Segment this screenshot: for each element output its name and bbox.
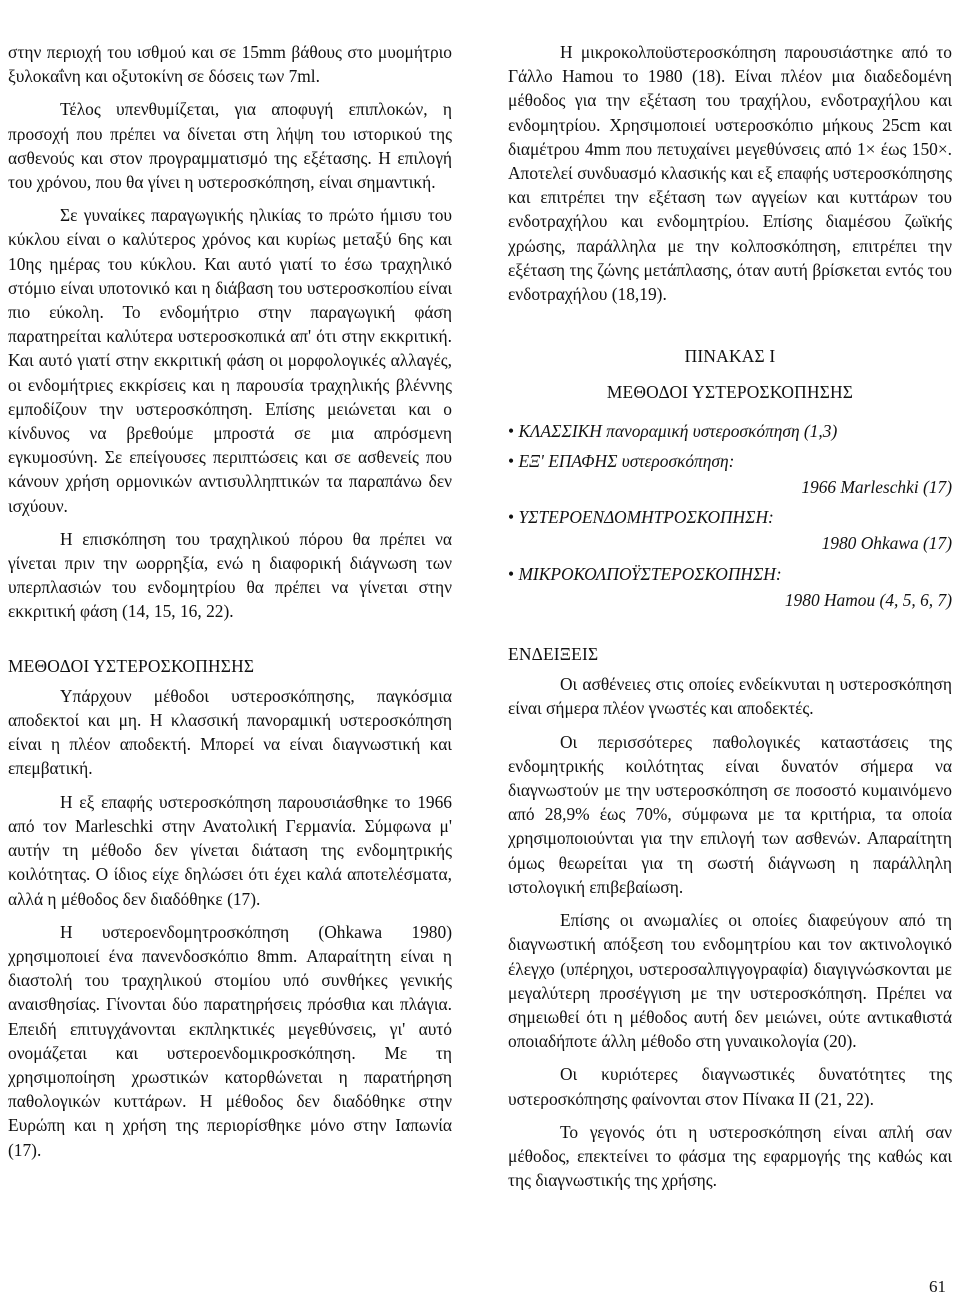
left-paragraph-7: Η υστεροενδομητροσκόπηση (Ohkawa 1980) χρησιμοποιεί ένα πανενδοσκόπιο 8mm. Απαραίτητη είναι η διαστολή του τραχηλικού στομίου υπό συνθήκες γενικής αναισθησίας. Γίνονται δύο παρατηρήσεις πρόσθια και πλάγια. Επειδή επιτυγχάνονται εκπληκτικές μεγεθύνσεις, γι' αυτό ονομάζεται και υστεροενδομικροσκόπηση. Με τη χρησιμοποίηση χρωστικών κατορθώνεται η παρατήρηση παθολογικών κυττάρων. Η μέθοδος δεν διαδόθηκε στην Ευρώπη και η χρήση της περιορίσθηκε μόνο στην Ιαπωνία (17). <box>8 921 452 1160</box>
table-title: ΠΙΝΑΚΑΣ Ι <box>684 346 776 367</box>
left-paragraph-5: Υπάρχουν μέθοδοι υστεροσκόπησης, παγκόσμια αποδεκτοί και μη. Η κλασσική πανοραμική υστεροσκόπηση είναι η πλέον αποδεκτή. Μπορεί να είναι διαγνωστική και επεμβατική. <box>8 685 452 779</box>
right-paragraph-2: Οι ασθένειες στις οποίες ενδείκνυται η υστεροσκόπηση είναι σήμερα πλέον γνωστές και αποδεκτές. <box>508 674 952 719</box>
bullet-icon: • <box>508 563 519 584</box>
table-item-reference: 1980 Ohkawa (17) <box>821 533 952 554</box>
table-item-label: ΕΞ' ΕΠΑΦΗΣ υστεροσκόπηση: <box>518 450 735 471</box>
table-item-label: ΚΛΑΣΣΙΚΗ πανοραμική υστεροσκόπηση (1,3) <box>518 420 838 441</box>
left-paragraph-1: στην περιοχή του ισθμού και σε 15mm βάθους στο μυομήτριο ξυλοκαΐνη και οξυτοκίνη σε δόσεις των 7ml. <box>8 42 452 87</box>
table-item <box>508 562 952 586</box>
right-paragraph-4: Επίσης οι ανωμαλίες οι οποίες διαφεύγουν από τη διαγνωστική απόξεση του ενδομητρίου και τον ακτινολογικό έλεγχο (υπέρηχοι, υστεροσαλπιγγογραφία) διαγιγνώσκονται με μεγαλύτερη προσέγγιση με την υστεροσκόπηση. Πρέπει να σημειωθεί ότι η μέθοδος αυτή δεν μειώνει, ούτε αντικαθιστά οποιαδήποτε άλλη μέθοδο στη γυναικολογία (20). <box>508 910 952 1052</box>
bullet-icon: • <box>508 450 519 471</box>
right-paragraph-6: Το γεγονός ότι η υστεροσκόπηση είναι απλή σαν μέθοδος, επεκτείνει το φάσμα της εφαρμογής της καθώς και της διαγνωστικής της χρήσης. <box>508 1121 952 1191</box>
section-heading-indications: ΕΝΔΕΙΞΕΙΣ <box>508 644 599 665</box>
left-paragraph-2: Τέλος υπενθυμίζεται, για αποφυγή επιπλοκών, η προσοχή που πρέπει να δίνεται στη λήψη του ιστορικού της ασθενούς και στον προγραμματισμό της εξέτασης. Η επιλογή του χρόνου, που θα γίνει η υστεροσκόπηση, είναι σημαντική. <box>8 99 452 193</box>
right-paragraph-3: Οι περισσότερες παθολογικές καταστάσεις της ενδομητρικής κοιλότητας είναι δυνατόν σήμερα να διαγνωστούν με την υστεροσκόπηση σε ποσοστό κυμαινόμενο από 28,9% έως 70%, σύμφωνα με τα κριτήρια, τα οποία χρησιμοποιούνται για την επιλογή των ασθενών. Απαραίτητη όμως θεωρείται για τη σωστή διάγνωση η παράλληλη ιστολογική επιβεβαίωση. <box>508 731 952 897</box>
left-column <box>8 40 452 1162</box>
table-item <box>508 505 952 529</box>
right-column <box>508 40 952 1192</box>
table-item <box>508 419 952 443</box>
table-1 <box>508 344 952 612</box>
table-item-reference: 1966 Marleschki (17) <box>801 477 952 498</box>
left-paragraph-6: Η εξ επαφής υστεροσκόπηση παρουσιάσθηκε το 1966 από τον Marleschki στην Ανατολική Γερμανία. Σύμφωνα μ' αυτήν τη μέθοδο δεν γίνεται διάταση της ενδομητρικής κοιλότητας. Ο ίδιος είχε δηλώσει ότι έχει καλά αποτελέσματα, αλλά η μέθοδος δεν διαδόθηκε (17). <box>8 791 452 909</box>
right-paragraph-1: Η μικροκολποϋστεροσκόπηση παρουσιάστηκε από το Γάλλο Hamou το 1980 (18). Είναι πλέον μια διαδεδομένη μέθοδος για την εξέταση του τραχήλου, ενδοτραχήλου και ενδομητρίου. Χρησιμοποιεί υστεροσκόπιο μήκους 25cm και διαμέτρου 4mm που πετυχαίνει μεγεθύνσεις από 1× έως 150×. Αποτελεί συνδυασμό κλασικής και εξ επαφής υστεροσκόπησης και επιτρέπει την εξέταση των αγγείων και κυττάρων του ενδοτραχήλου και ενδομητρίου. Επίσης διαμέσου ζωϊκής χρώσης, παράλληλα με την κολποσκόπηση, επιτρέπει την εξέταση της ζώνης μετάπλασης, όταν αυτή βρίσκεται εντός του ενδοτραχήλου (18,19). <box>508 42 952 305</box>
table-item-reference: 1980 Hamou (4, 5, 6, 7) <box>784 589 952 610</box>
table-item <box>508 449 952 473</box>
table-item-label: ΥΣΤΕΡΟΕΝΔΟΜΗΤΡΟΣΚΟΠΗΣΗ: <box>518 507 774 528</box>
bullet-icon: • <box>508 420 519 441</box>
section-heading-methods: ΜΕΘΟΔΟΙ ΥΣΤΕΡΟΣΚΟΠΗΣΗΣ <box>8 655 255 676</box>
table-item-label: ΜΙΚΡΟΚΟΛΠΟΫΣΤΕΡΟΣΚΟΠΗΣΗ: <box>518 563 782 584</box>
left-paragraph-3: Σε γυναίκες παραγωγικής ηλικίας το πρώτο ήμισυ του κύκλου είναι ο καλύτερος χρόνος και κυρίως μεταξύ 6ης και 10ης ημέρας του κύκλου. Και αυτό γιατί το έσω τραχηλικό στόμιο είναι υποτονικό και η διάβαση του υστεροσκοπίου είναι πιο εύκολη. Το ενδομήτριο στην παραγωγική φάση παρατηρείται καλύτερα υστεροσκοπικά απ' ότι στην εκκριτική. Και αυτό γιατί στην εκκριτική φάση οι μορφολογικές αλλαγές, οι ενδομήτριες εκκρίσεις και η παρουσία τραχηλικής βλέννης εμποδίζουν την υστεροσκόπηση. Επίσης μειώνεται και ο κίνδυνος να βρεθούμε μπροστά σε μια απρόσμενη εγκυμοσύνη. Σε επείγουσες περιπτώσεις και σε ασθενείς που κάνουν χρήση ορμονικών αντισυλληπτικών τα παραπάνω δεν ισχύουν. <box>8 205 452 516</box>
table-subtitle: ΜΕΘΟΔΟΙ ΥΣΤΕΡΟΣΚΟΠΗΣΗΣ <box>606 382 854 403</box>
right-paragraph-5: Οι κυριότερες διαγνωστικές δυνατότητες της υστεροσκόπησης φαίνονται στον Πίνακα ΙΙ (21, 22). <box>508 1064 952 1109</box>
left-paragraph-4: Η επισκόπηση του τραχηλικού πόρου θα πρέπει να γίνεται πριν την ωορρηξία, ενώ η διαφορική διάγνωση των υπερπλασιών του ενδομητρίου θα πρέπει να γίνεται στην εκκριτική φάση (14, 15, 16, 22). <box>8 528 452 622</box>
bullet-icon: • <box>508 507 519 528</box>
page-number: 61 <box>929 1277 946 1296</box>
